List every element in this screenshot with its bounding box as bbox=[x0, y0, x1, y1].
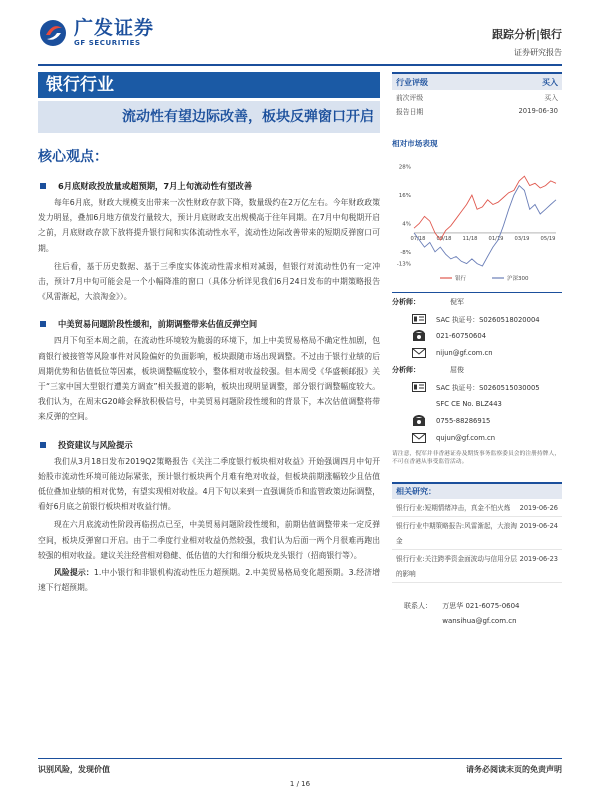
section-2-bullet: 中美贸易问题阶段性缓和，前期调整带来估值反弹空间 bbox=[38, 318, 380, 330]
section-3-bullet: 投资建议与风险提示 bbox=[38, 439, 380, 451]
contact-name: 万思华 bbox=[442, 602, 464, 610]
phone-icon bbox=[410, 414, 428, 428]
series-line-0 bbox=[414, 176, 556, 240]
analyst-1-name-row bbox=[392, 293, 562, 310]
gf-logo bbox=[38, 18, 154, 48]
analyst-2-name-row bbox=[392, 361, 562, 378]
risk-label: 风险提示： bbox=[54, 568, 94, 578]
id-card-icon bbox=[410, 312, 428, 326]
section-3-para-2: 现在六月底流动性阶段再临拐点已至，中美贸易问题阶段性缓和，前期估值调整带来一定反弹空间，板块反弹窗口开启。由于二季度行业相对收益仍然较强，我们认为后面一两个月很难再跑出较强的相对收益。建议关注经营相对稳健、低估值的大行和细分板块龙头银行（招商银行等）。 bbox=[38, 520, 380, 560]
related-item-date: 2019-06-24 bbox=[519, 522, 558, 530]
contact-email-row bbox=[392, 614, 562, 629]
report-type: 跟踪分析|银行 bbox=[491, 28, 562, 41]
related-item-date: 2019-06-23 bbox=[519, 555, 558, 563]
x-tick-label: 01/19 bbox=[488, 235, 504, 242]
analyst-1-sac: SAC 执证号：S0260518020004 bbox=[436, 315, 540, 324]
related-item[interactable] bbox=[392, 517, 562, 550]
id-card-icon bbox=[410, 380, 428, 394]
section-1-para-2: 往后看，基于历史数据、基于三季度实体流动性需求相对减弱，但银行对流动性仍有一定冲击，预计7月中旬可能会是一个小幅降准的窗口（具体分析详见我们6月24日发布的中期策略报告《风雷渐起，大浪淘金》）。 bbox=[38, 261, 380, 302]
related-item-date: 2019-06-26 bbox=[519, 504, 558, 512]
related-item-title: 银行行业中期策略报告:风雷渐起，大浪淘金 bbox=[396, 522, 517, 545]
report-date-label: 报告日期 bbox=[396, 108, 424, 116]
core-title: 核心观点： bbox=[38, 149, 108, 165]
relative-performance-chart bbox=[392, 154, 562, 286]
section-1-bullet: 6月底财政投放量或超预期，7月上旬流动性有望改善 bbox=[38, 180, 380, 192]
contact-block bbox=[392, 599, 562, 629]
x-tick-label: 07/18 bbox=[410, 235, 426, 242]
analyst-2-phone: 0755-88286915 bbox=[436, 416, 491, 425]
analyst-note: 请注意，倪军并非香港证券及期货事务监察委员会的注册持牌人，不可在香港从事受监管活动。 bbox=[392, 451, 561, 465]
mail-icon bbox=[410, 431, 428, 445]
analyst-1-sac-row bbox=[392, 310, 562, 327]
prev-rating-value: 买入 bbox=[544, 94, 558, 102]
rating-header bbox=[392, 72, 562, 90]
analyst-1-name: 倪军 bbox=[450, 297, 464, 306]
footer-disclaimer: 请务必阅读末页的免责声明 bbox=[466, 765, 562, 774]
header-right bbox=[492, 26, 562, 58]
legend-label: 银行 bbox=[455, 276, 467, 282]
section-2-para-1: 四月下旬至本周之前，在流动性环境较为脆弱的环境下，加上中美贸易格局不确定性加剧，包商银行被接管等风险事件对风险偏好的负面影响，板块跟随市场出现调整。不过由于银行业绩的后周期优势和估值低位等因素，板块调整幅度较小，整体相对收益较强。但本周受《华盛顿邮报》关于“三家中国大型银行遭美方调查”相关报道的影响，板块出现明显调整，部分银行调整幅度较大。我们认为，在周末G20峰会释放积极信号，中美贸易问题阶段性缓和的背景下，本次估值调整将带来反弹的空间。 bbox=[38, 336, 380, 422]
risk-text: 1.中小银行和非银机构流动性压力超预期。2.中美贸易格局变化超预期。3.经济增速下行超预期。 bbox=[38, 568, 380, 593]
section-3-para-1: 我们从3月18日发布2019Q2策略报告《关注二季度银行板块相对收益》开始强调四月中旬开始股市流动性环境可能边际紧张，预计银行板块两个月难有绝对收益，但板块前期涨幅较少且估值低位叠加业绩的相对优势，有望实现相对收益。4月下旬以来到一直强调货币和监管政策边际调整，看好6月底之前银行板块相对收益行情。 bbox=[38, 456, 380, 512]
page-header bbox=[0, 0, 600, 62]
page-number: 1 / 16 bbox=[289, 780, 311, 788]
analyst-1-email-row bbox=[392, 344, 562, 361]
footer-divider bbox=[38, 758, 562, 759]
x-tick-label: 05/19 bbox=[540, 235, 556, 242]
header-divider bbox=[38, 64, 562, 66]
analyst-label: 分析师： bbox=[392, 297, 420, 306]
analyst-block bbox=[392, 292, 562, 466]
mail-icon bbox=[410, 346, 428, 360]
analyst-1-phone-row bbox=[392, 327, 562, 344]
y-tick-label: -13% bbox=[396, 261, 411, 268]
analyst-1-email[interactable]: nijun@gf.com.cn bbox=[436, 348, 493, 357]
y-tick-label: -8% bbox=[400, 249, 411, 256]
report-category: 证券研究报告 bbox=[514, 48, 562, 57]
analyst-label-2: 分析师： bbox=[392, 365, 420, 374]
main-content bbox=[38, 172, 380, 595]
industry-banner: 银行行业 bbox=[38, 72, 380, 98]
contact-phone: 021-6075-0604 bbox=[465, 602, 520, 610]
report-headline: 流动性有望边际改善，板块反弹窗口开启 bbox=[38, 101, 380, 133]
contact-email[interactable]: wansihua@gf.com.cn bbox=[442, 617, 517, 625]
y-tick-label: 4% bbox=[402, 221, 411, 228]
related-research-title: 相关研究： bbox=[392, 482, 562, 499]
y-tick-label: 28% bbox=[398, 164, 411, 171]
analyst-1-phone: 021-60750604 bbox=[436, 331, 487, 340]
legend-label: 沪深300 bbox=[507, 276, 529, 282]
series-line-1 bbox=[414, 186, 556, 266]
analyst-2-sac: SAC 执证号：S0260515030005 bbox=[436, 383, 540, 392]
section-1-para-1: 每年6月底，财政大规模支出带来一次性财政存款下降，数量级约在2万亿左右。今年财政政策发力明显，叠加6月地方债发行量较大，预计月底财政支出规模高于往年同期。在7月中旬税期开启之前，月底财政存款下放将提升银行间和实体流动性水平，流动性边际改善带来的短期反弹窗口可期。 bbox=[38, 198, 380, 253]
sidebar bbox=[392, 72, 562, 629]
x-tick-label: 03/19 bbox=[514, 235, 530, 242]
prev-rating-row bbox=[392, 90, 562, 104]
analyst-2-email-row bbox=[392, 429, 562, 446]
analyst-2-sfc: SFC CE No. BLZ443 bbox=[436, 399, 502, 408]
related-item[interactable] bbox=[392, 550, 562, 583]
analyst-2-sfc-row bbox=[392, 395, 562, 412]
related-item[interactable] bbox=[392, 499, 562, 517]
gf-logo-icon bbox=[38, 18, 68, 48]
x-tick-label: 11/18 bbox=[462, 235, 478, 242]
related-item-title: 银行行业:关注跨季资金面波动与信用分层的影响 bbox=[396, 555, 517, 578]
rating-value: 买入 bbox=[542, 77, 558, 87]
risk-paragraph bbox=[38, 565, 380, 595]
analyst-2-sac-row bbox=[392, 378, 562, 395]
prev-rating-label: 前次评级 bbox=[396, 94, 424, 102]
logo-en: GF SECURITIES bbox=[74, 39, 141, 47]
y-tick-label: 16% bbox=[398, 193, 411, 200]
analyst-2-phone-row bbox=[392, 412, 562, 429]
analyst-2-name: 屈俊 bbox=[450, 365, 464, 374]
report-date-value: 2019-06-30 bbox=[518, 107, 558, 115]
contact-name-row bbox=[392, 599, 562, 614]
report-date-row bbox=[392, 104, 562, 118]
footer-slogan: 识别风险，发现价值 bbox=[38, 765, 110, 774]
logo-cn: 广发证券 bbox=[74, 17, 155, 39]
analyst-2-email[interactable]: qujun@gf.com.cn bbox=[436, 433, 496, 442]
related-item-title: 银行行业:短期情绪冲击，真金不怕火炼 bbox=[396, 504, 511, 512]
phone-icon bbox=[410, 329, 428, 343]
chart-svg bbox=[392, 154, 562, 286]
chart-title: 相对市场表现 bbox=[392, 139, 438, 148]
x-tick-label: 09/18 bbox=[436, 235, 452, 242]
contact-label: 联系人： bbox=[404, 602, 432, 610]
rating-label: 行业评级 bbox=[396, 77, 428, 87]
